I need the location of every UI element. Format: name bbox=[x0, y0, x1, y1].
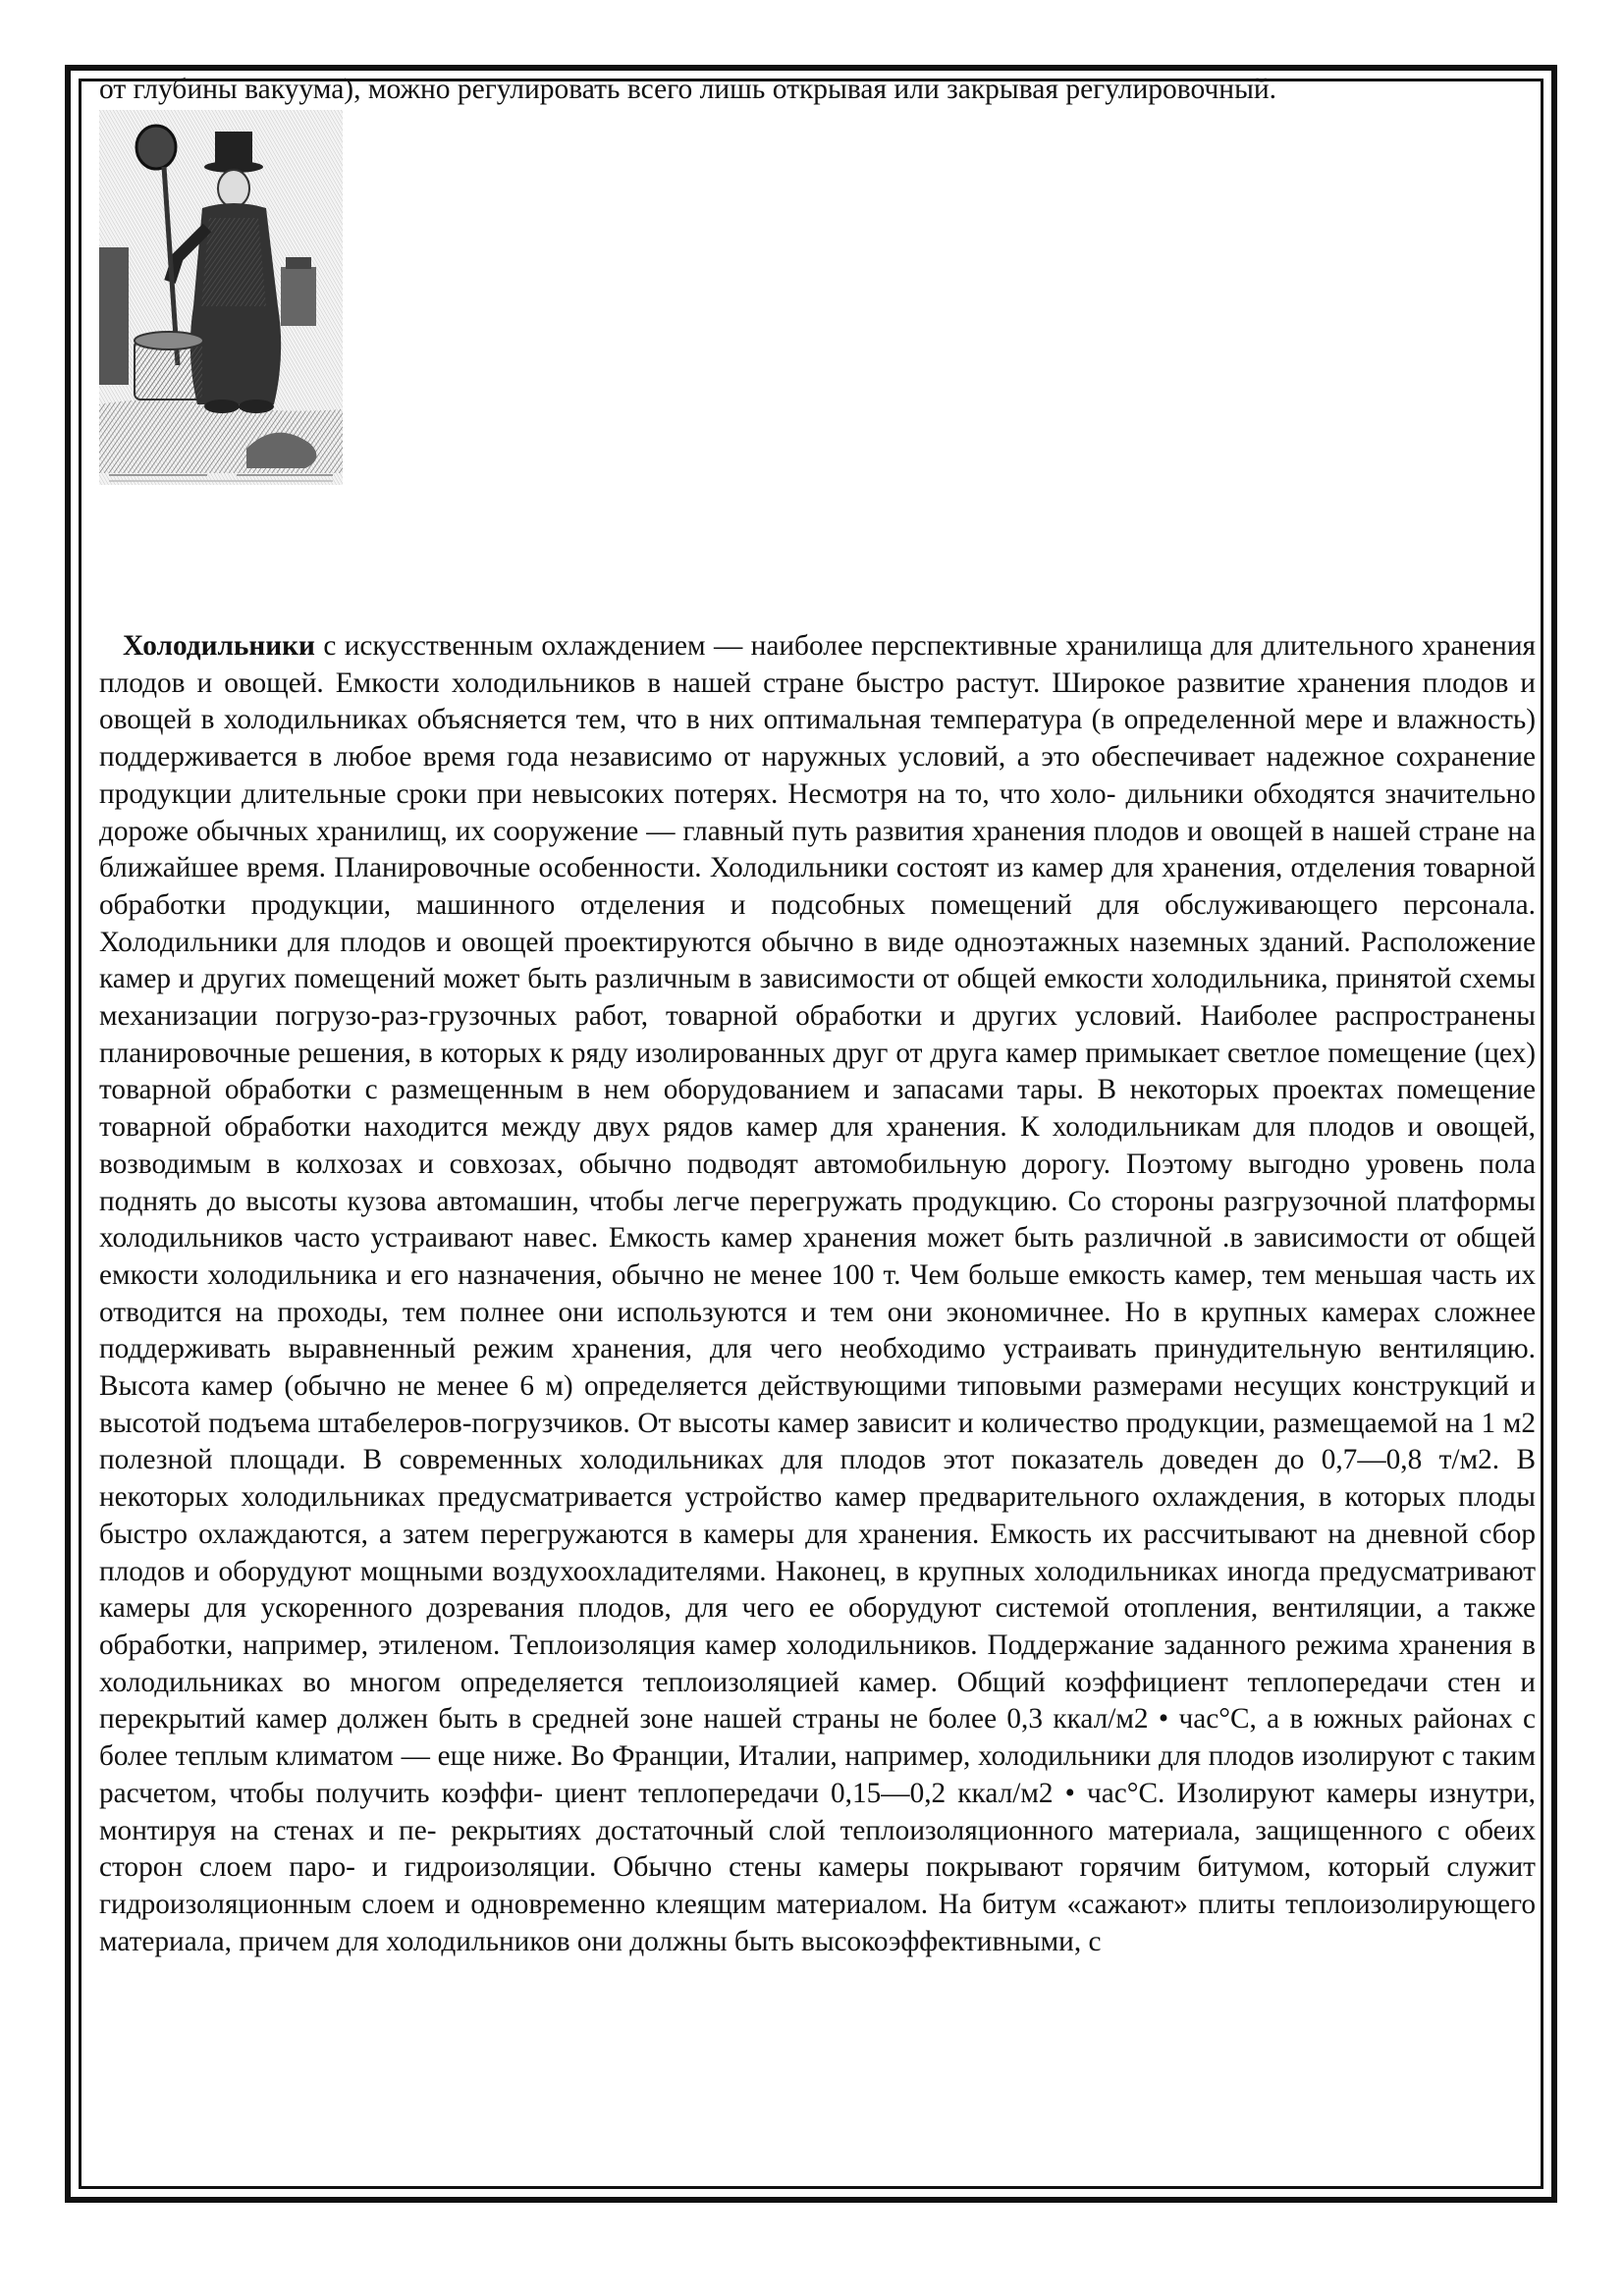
engraving-illustration bbox=[99, 110, 343, 485]
main-paragraph bbox=[99, 628, 1536, 1960]
page-content bbox=[99, 71, 1533, 108]
paragraph-body: с искусственным охлаждением — наиболее перспективные хранилища для длительного хранения плодов и овощей. Емкости холодильников в нашей стране быстро растут. Широкое развитие хранения плодов и овощей в холодильниках объясняется тем, что в них оптимальная температура (в определенной мере и влажность) поддерживается в любое время года независимо от наружных условий, а это обеспечивает надежное сохранение продукции длительные сроки при невысоких потерях. Несмотря на то, что холо- дильники обходятся значительно дороже обычных хранилищ, их сооружение — главный путь развития хранения плодов и овощей в нашей стране на ближайшее время. Планировочные особенности. Холодильники состоят из камер для хранения, отделения товарной обработки продукции, машинного отделения и подсобных помещений для обслуживающего персонала. Холодильники для плодов и овощей проектируются обычно в виде одноэтажных наземных зданий. Расположение камер и других помещений может быть различным в зависимости от общей емкости холодильника, принятой схемы механизации погрузо-раз-грузочных работ, товарной обработки и других условий. Наиболее распространены планировочные решения, в которых к ряду изолированных друг от друга камер примыкает светлое помещение (цех) товарной обработки с размещенным в нем оборудованием и запасами тары. В некоторых проектах помещение товарной обработки находится между двух рядов камер для хранения. К холодильникам для плодов и овощей, возводимым в колхозах и совхозах, обычно подводят автомобильную дорогу. Поэтому выгодно уровень пола поднять до высоты кузова автомашин, чтобы легче перегружать продукцию. Со стороны разгрузочной платформы холодильников часто устраивают навес. Емкость камер хранения может быть различной .в зависимости от общей емкости холодильника и его назначения, обычно не менее 100 т. Чем больше емкость камер, тем меньшая часть их отводится на проходы, тем полнее они используются и тем они экономичнее. Но в крупных камерах сложнее поддерживать выравненный режим хранения, для чего необходимо устраивать принудительную вентиляцию. Высота камер (обычно не менее 6 м) определяется действующими типовыми размерами несущих конструкций и высотой подъема штабелеров-погрузчиков. От высоты камер зависит и количество продукции, размещаемой на 1 м2 полезной площади. В современных холодильниках для плодов этот показатель доведен до 0,7—0,8 т/м2. В некоторых холодильниках предусматривается устройство камер предварительного охлаждения, в которых плоды быстро охлаждаются, а затем перегружаются в камеры для хранения. Емкость их рассчитывают на дневной сбор плодов и оборудуют мощными воздухоохладителями. Наконец, в крупных холодильниках иногда предусматривают камеры для ускоренного дозревания плодов, для чего ее оборудуют системой отопления, вентиляции, а также обработки, например, этиленом. Теплоизоляция камер холодильников. Поддержание заданного режима хранения в холодильниках во многом определяется теплоизоляцией камер. Общий коэффициент теплопередачи стен и перекрытий камер должен быть в средней зоне нашей страны не более 0,3 ккал/м2 • час°С, а в южных районах с более теплым климатом — еще ниже. Во Франции, Италии, например, холодильники для плодов изолируют с таким расчетом, чтобы получить коэффи- циент теплопередачи 0,15—0,2 ккал/м2 • час°С. Изолируют камеры изнутри, монтируя на стенах и пе- рекрытиях достаточный слой теплоизоляционного материала, защищенного с обеих сторон слоем паро- и гидроизоляции. Обычно стены камеры покрывают горячим битумом, который служит гидроизоляционным слоем и одновременно клеящим материалом. На битум «сажают» плиты теплоизолирующего материала, причем для холодильников они должны быть высокоэффективными, с bbox=[99, 630, 1536, 1957]
engraving-figure-svg bbox=[99, 110, 343, 485]
paragraph-lead-term: Холодильники bbox=[123, 630, 315, 662]
top-text-line: от глубины вакуума), можно регулировать всего лишь открывая или закрывая регулировочный. bbox=[99, 74, 1277, 105]
